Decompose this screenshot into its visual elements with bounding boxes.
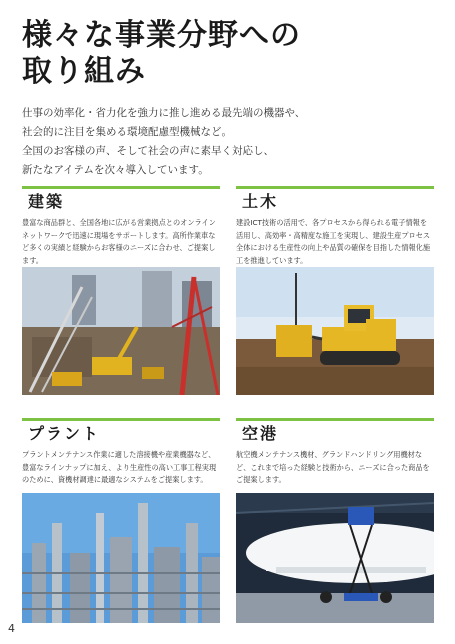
- title-line-1: 様々な事業分野への: [22, 18, 301, 53]
- intro-line-1: 仕事の効率化・省力化を強力に推し進める最先端の機器や、: [22, 107, 306, 119]
- intro-line-2: 社会的に注目を集める環境配慮型機械など。: [22, 126, 232, 138]
- section-description: プラントメンテナンス作業に適した溶接機や産業機器など、豊富なラインナップに加え、より生産性の高い工事工程実現のために、資機材調達に最適なシステムをご提案します。: [22, 450, 217, 484]
- section-plant: [22, 418, 220, 623]
- section-header: [236, 418, 434, 444]
- airport-aircraft-photo: [236, 493, 434, 623]
- intro-line-4: 新たなアイテムを次々導入しています。: [22, 164, 209, 176]
- section-header: [22, 418, 220, 444]
- title-line-2: 取り組み: [22, 54, 146, 89]
- section-architecture: [22, 186, 220, 395]
- page-number: 4: [8, 622, 15, 635]
- section-header: [22, 186, 220, 212]
- intro-line-3: 全国のお客様の声、そして社会の声に素早く対応し、: [22, 145, 274, 157]
- industrial-plant-photo: [22, 493, 220, 623]
- section-title: プラント: [28, 424, 101, 443]
- section-title: 土木: [242, 192, 279, 211]
- section-header: [236, 186, 434, 212]
- construction-site-photo: [22, 267, 220, 395]
- section-title: 空港: [242, 424, 279, 443]
- bulldozer-photo: [236, 267, 434, 395]
- section-description: 豊富な商品群と、全国各地に広がる営業拠点とのオンラインネットワークで迅速に現場をサポートします。高所作業車など多くの実績と経験からお客様のニーズに合わせ、ご提案します。: [22, 218, 216, 265]
- section-civil-engineering: [236, 186, 434, 395]
- page-title: [22, 18, 301, 90]
- section-airport: [236, 418, 434, 623]
- section-description: 建設ICT技術の活用で、各プロセスから得られる電子情報を活用し、高効率・高精度な施工を実現し、建設生産プロセス全体における生産性の向上や品質の確保を目指した情報化施工を推進しています。: [236, 218, 431, 265]
- section-description: 航空機メンテナンス機材、グランドハンドリング用機材など、これまで培った経験と技術から、ニーズに合った商品をご提案します。: [236, 450, 430, 484]
- section-title: 建築: [28, 192, 65, 211]
- intro-text: [22, 104, 442, 180]
